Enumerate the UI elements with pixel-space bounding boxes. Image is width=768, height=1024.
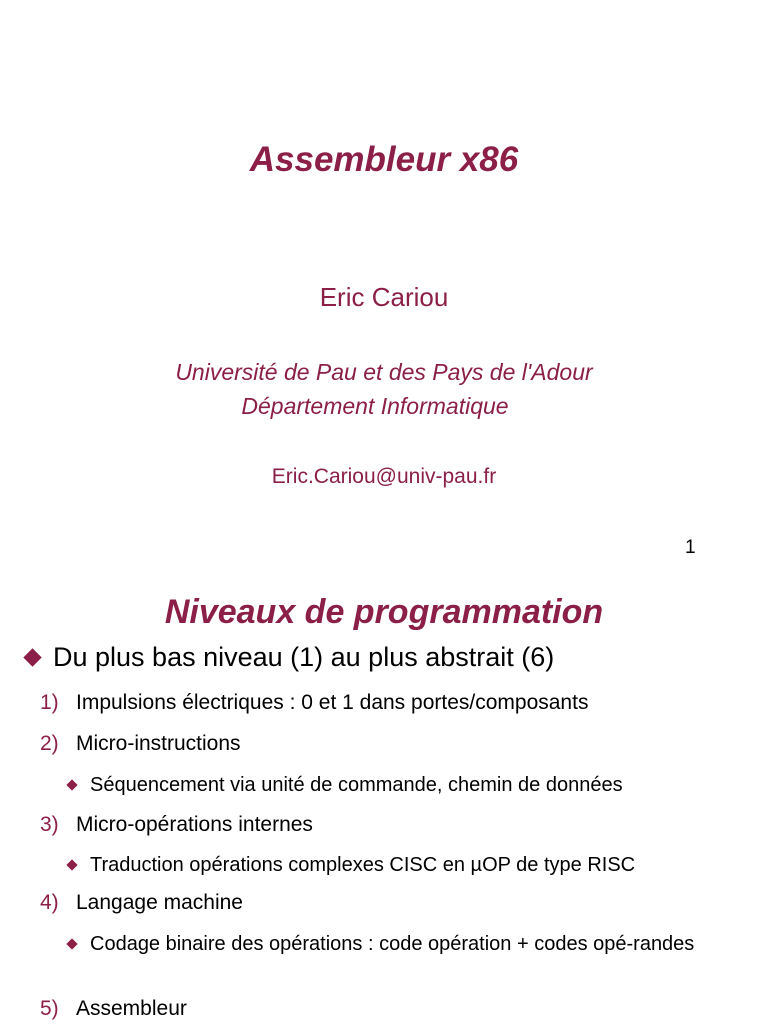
sub-list-item (66, 930, 730, 958)
item-text: Langage machine (76, 891, 243, 914)
diamond-bullet-icon (66, 779, 77, 790)
list-item (40, 994, 187, 1024)
item-number: 5) (40, 997, 59, 1020)
item-number: 2) (40, 732, 59, 755)
main-bullet-text: Du plus bas niveau (1) au plus abstrait (6) (53, 642, 555, 672)
slide-title: Assembleur x86 (249, 140, 519, 179)
main-bullet (22, 640, 554, 674)
item-text: Micro-instructions (76, 732, 241, 755)
diamond-bullet-icon (66, 859, 77, 870)
author-email: Eric.Cariou@univ-pau.fr (271, 465, 497, 488)
item-number: 1) (40, 691, 59, 714)
item-text: Assembleur (76, 997, 187, 1020)
sub-item-text: Séquencement via unité de commande, chemin de données (90, 774, 623, 796)
page-number: 1 (685, 537, 696, 558)
sub-item-text: Codage binaire des opérations : code opération + codes opé-randes (90, 933, 695, 955)
sub-item-text: Traduction opérations complexes CISC en µOP de type RISC (90, 854, 636, 876)
university-name: Université de Pau et des Pays de l'Adour (175, 359, 593, 385)
section-title: Niveaux de programmation (164, 593, 604, 631)
list-item (40, 810, 313, 840)
diamond-bullet-icon (23, 648, 41, 666)
author-name: Eric Cariou (319, 282, 449, 312)
diamond-bullet-icon (66, 938, 77, 949)
sub-list-item (66, 851, 730, 879)
sub-list-item (66, 771, 730, 799)
item-number: 4) (40, 891, 59, 914)
item-number: 3) (40, 813, 59, 836)
item-text: Micro-opérations internes (76, 813, 313, 836)
list-item (40, 888, 243, 918)
list-item (40, 688, 588, 718)
list-item (40, 729, 241, 759)
department-name: Département Informatique (241, 393, 509, 419)
item-text: Impulsions électriques : 0 et 1 dans portes/composants (76, 691, 589, 714)
